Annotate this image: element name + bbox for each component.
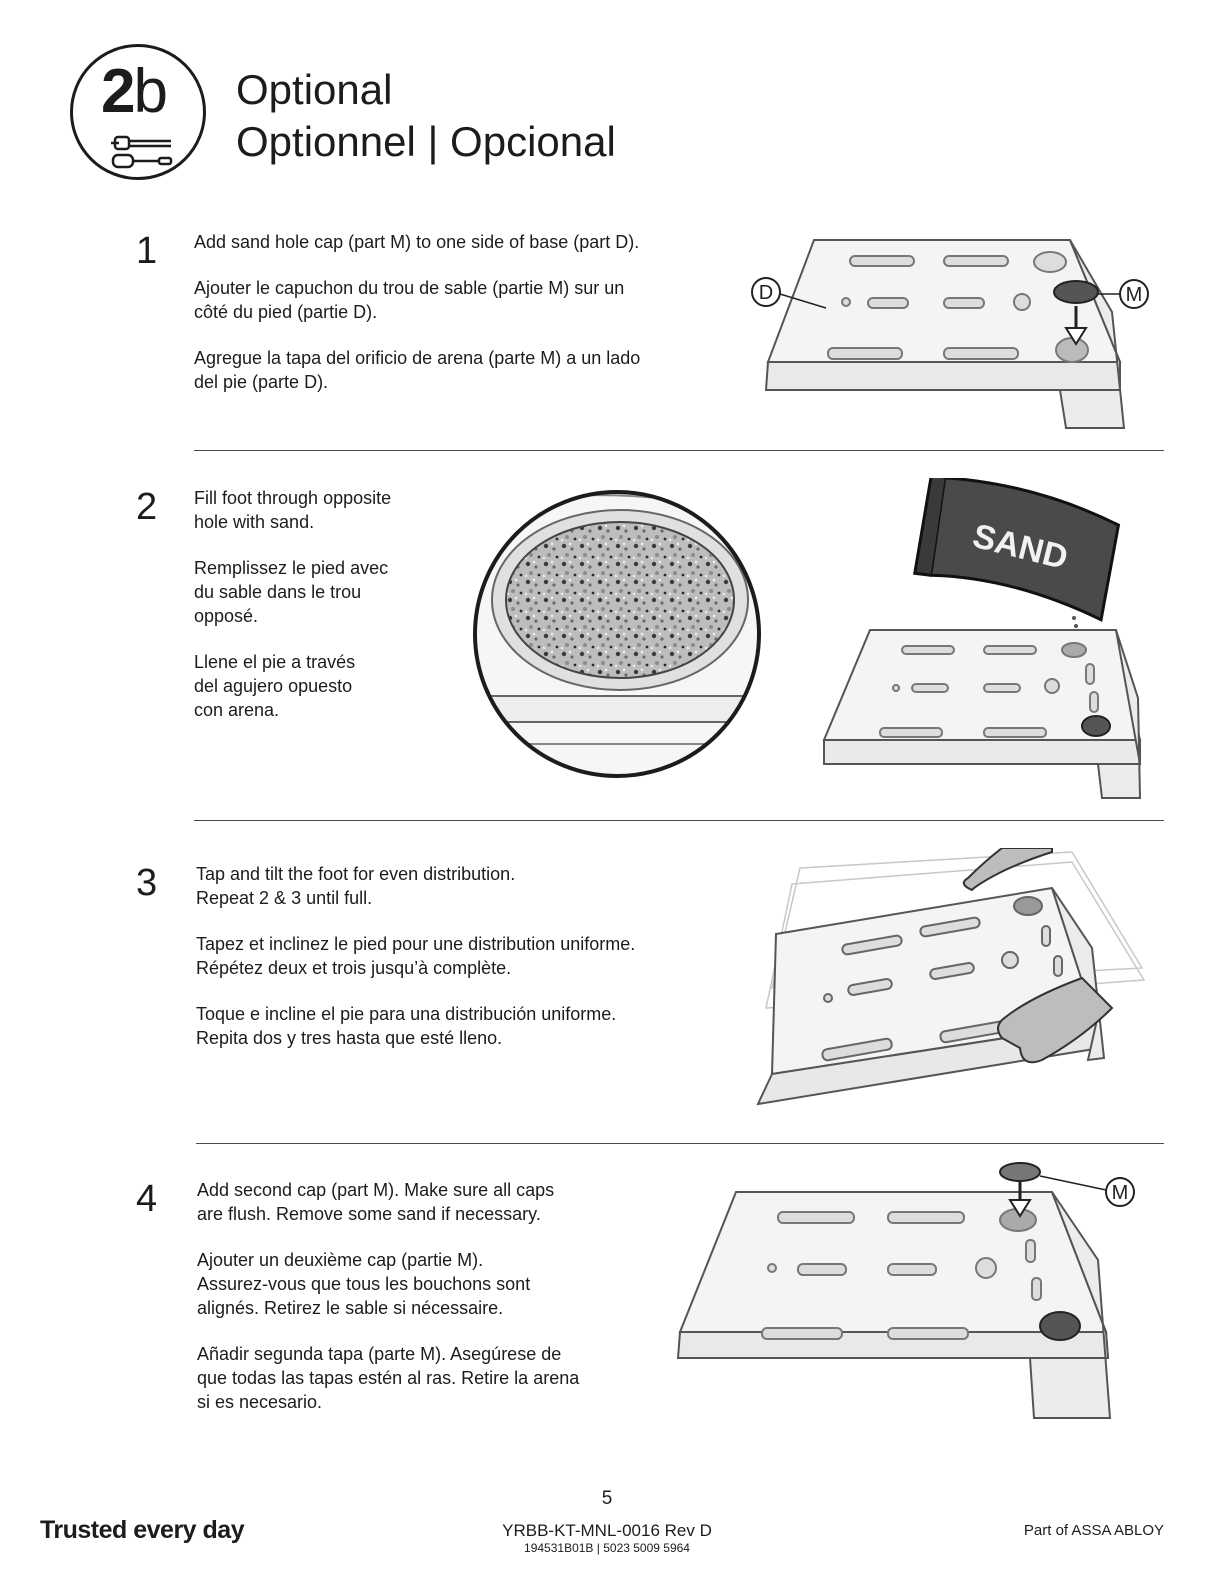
company-affiliation: Part of ASSA ABLOY xyxy=(1023,1522,1164,1539)
step-3-illustration xyxy=(752,848,1152,1112)
page-number: 5 xyxy=(601,1488,613,1509)
step-divider xyxy=(196,1143,1164,1144)
step-4-illustration xyxy=(672,1160,1142,1426)
step-4-text-es: Añadir segunda tapa (parte M). Asegúrese de que todas las tapas estén al ras. Retire la arena si es necesario. xyxy=(197,1344,580,1412)
step-2-number: 2 xyxy=(136,486,158,528)
step-1-text-es: Agregue la tapa del orificio de arena (parte M) a un lado del pie (parte D). xyxy=(194,348,641,392)
step-divider xyxy=(194,450,1164,451)
badge-letter: b xyxy=(133,57,166,126)
step-1-text xyxy=(194,230,714,416)
step-2-text-es: Llene el pie a través del agujero opuesto con arena. xyxy=(194,652,356,720)
step-4-text-en: Add second cap (part M). Make sure all caps are flush. Remove some sand if necessary. xyxy=(197,1180,555,1224)
callout-m: M xyxy=(1111,1182,1129,1204)
step-3-text-en: Tap and tilt the foot for even distribution. Repeat 2 & 3 until full. xyxy=(196,864,516,908)
brand-tagline: Trusted every day xyxy=(40,1516,245,1544)
sand-closeup-illustration xyxy=(470,488,766,780)
step-2-text xyxy=(194,486,444,744)
step-1-text-fr: Ajouter le capuchon du trou de sable (partie M) sur un côté du pied (partie D). xyxy=(194,278,625,322)
step-4-text xyxy=(197,1178,617,1436)
page-title xyxy=(236,64,616,168)
step-divider xyxy=(194,820,1164,821)
step-4-text-fr: Ajouter un deuxième cap (partie M). Assurez-vous que tous les bouchons sont alignés. Retirez le sable si nécessaire. xyxy=(197,1250,531,1318)
step-2-text-fr: Remplissez le pied avec du sable dans le trou opposé. xyxy=(194,558,389,626)
badge-number xyxy=(101,57,166,126)
callout-d: D xyxy=(758,282,774,304)
sand-bag-label: SAND xyxy=(968,516,1072,578)
step-1-text-en: Add sand hole cap (part M) to one side of base (part D). xyxy=(194,232,640,252)
step-3-number: 3 xyxy=(136,862,158,904)
step-3-text xyxy=(196,862,716,1072)
tools-icon xyxy=(109,133,175,171)
step-3-text-fr: Tapez et inclinez le pied pour une distribution uniforme. Répétez deux et trois jusqu’à complète. xyxy=(196,934,636,978)
step-badge xyxy=(70,44,206,180)
document-part-number: 194531B01B | 5023 5009 5964 xyxy=(524,1541,690,1555)
step-4-number: 4 xyxy=(136,1178,158,1220)
step-3-text-es: Toque e incline el pie para una distribución uniforme. Repita dos y tres hasta que esté lleno. xyxy=(196,1004,617,1048)
document-code: YRBB-KT-MNL-0016 Rev D xyxy=(502,1521,712,1540)
callout-m: M xyxy=(1125,284,1143,306)
step-1-illustration xyxy=(740,232,1160,438)
step-2-illustration xyxy=(820,478,1150,802)
badge-digit: 2 xyxy=(101,57,134,126)
step-2-text-en: Fill foot through opposite hole with sand. xyxy=(194,488,392,532)
title-line-english: Optional xyxy=(236,66,393,113)
title-line-translations: Optionnel | Opcional xyxy=(236,118,616,165)
step-1-number: 1 xyxy=(136,230,158,272)
